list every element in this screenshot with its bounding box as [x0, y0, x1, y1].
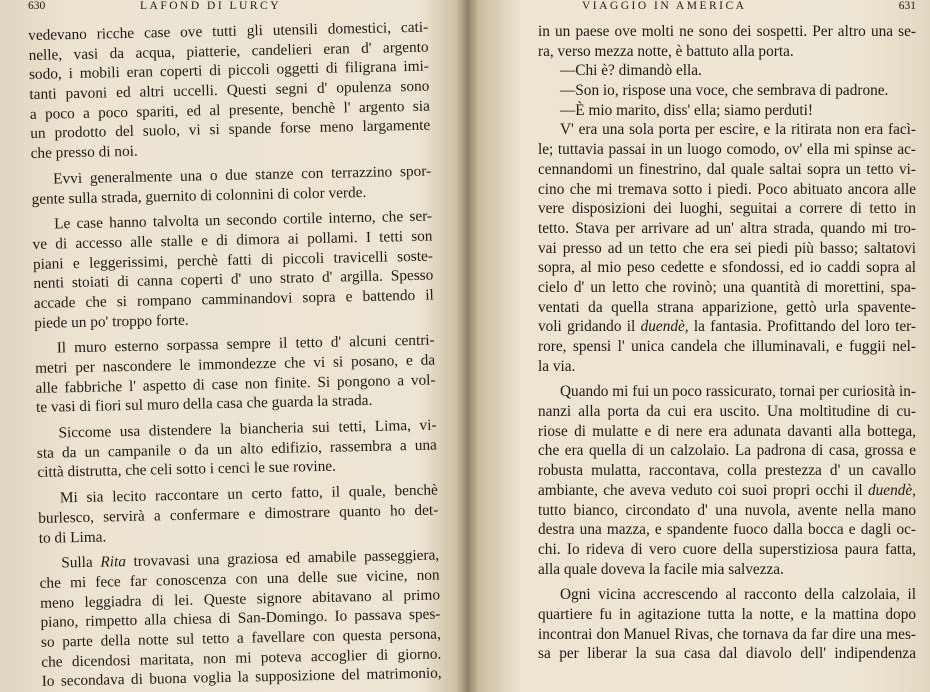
- text-line: cennandomi un finestrino, dal quale saltai sopra un tetto vi-: [538, 160, 916, 178]
- text-line: sa per liberar la sua casa dal diavolo dell' indipendenza: [538, 645, 916, 663]
- text-line: —Chi è? dimandò ella.: [560, 62, 702, 80]
- text-line: so parte della notte sul tetto a favellare con questa persona,: [40, 625, 441, 651]
- text-line: —Son io, rispose una voce, che sembrava di padrone.: [560, 82, 889, 100]
- text-line: voli gridando il duendè, la fantasia. Profittando del loro ter-: [538, 318, 916, 336]
- text-line: Io secondava di buona voglia la supposizione del matrimonio,: [41, 664, 442, 691]
- text-line: destra una mazza, e spandente fuoco dalla bocca e dagli oc-: [538, 521, 916, 539]
- right-running-title: VIAGGIO IN AMERICA: [582, 0, 747, 12]
- text-line: un prodotto del suolo, vi si spande forse meno largamente: [30, 117, 431, 143]
- text-line: te vasi di fiori sul muro della casa che guarda la strada.: [35, 392, 373, 417]
- right-page-number: 631: [898, 0, 916, 12]
- text-line: le; tuttavia passai in un luogo comodo, ov' ella mi spinse ac-: [538, 141, 916, 159]
- text-line: nenti stoiati di canna coperti d' uno strato d' argilla. Spesso: [33, 266, 434, 293]
- text-line: piani e leggerissimi, perchè fatti di piccoli travicelli soste-: [32, 247, 434, 273]
- text-line: Le case hanno talvolta un secondo cortile interno, che ser-: [53, 207, 433, 233]
- text-line: Il muro esterno sorpassa sempre il tetto d' alcuni centri-: [56, 331, 435, 357]
- text-line: to di Lima.: [38, 527, 107, 547]
- text-line: che dicendosi maritata, non mi poteva accoglier di giorno.: [41, 645, 442, 671]
- text-line: incontrai don Manuel Rivas, che tornava da far dire una mes-: [538, 625, 916, 643]
- text-line: Mi sia lecito raccontare un certo fatto, il quale, benchè: [59, 481, 438, 507]
- text-line: Quando mi fui un poco rassicurato, tornai per curiosità in-: [560, 383, 916, 401]
- text-line: alle fabbriche l' aspetto di case non finite. Si pongono a vol-: [35, 371, 436, 397]
- text-line: quartiere fu in agitazione tutta la notte, e la mattina dopo: [538, 605, 916, 623]
- text-line: Evvi generalmente una o due stanze con terrazzino spor-: [53, 162, 432, 188]
- text-line: meno leggiadra di lei. Queste signore abitavano al primo: [39, 586, 441, 612]
- text-line: piede un po' troppo forte.: [34, 311, 189, 332]
- text-line: ve di accesso alle stalle e di dimora ai pollami. I tetti son: [32, 227, 433, 253]
- text-line: metri per nascondere le immondezze che vi si posano, e da: [34, 351, 436, 377]
- text-line: in un paese ove molti ne sono dei sospetti. Per altro una se-: [538, 23, 916, 40]
- text-line: tanti pavoni ed altri uccelli. Questi segni d' opulenza sono: [29, 77, 430, 104]
- text-line: che era quella di un calzolaio. La padrona di casa, grossa e: [538, 442, 916, 460]
- text-line: cino che mi tremava sotto i piedi. Poco abituato ancora alle: [538, 180, 916, 198]
- text-line: alla quale doveva la facile mia salvezza.: [538, 560, 784, 578]
- text-line: robusta mulatta, raccontava, colla prestezza d' un cavallo: [538, 462, 916, 480]
- italic-term: duendè: [867, 481, 913, 499]
- text-line: vere disposizioni dei luoghi, seguitai a correre di tetto in: [538, 200, 916, 218]
- right-page-text: [538, 22, 916, 664]
- text-line: tetto. Stava per arrivare ad un' altra strada, quando mi tro-: [538, 219, 916, 237]
- italic-term: duendè: [640, 318, 685, 336]
- text-line: vai presso ad un tetto che era sei piedi più basso; saltatovi: [538, 239, 916, 257]
- text-line: sta da un campanile o da un alto edifizio, rassembra a una: [36, 436, 438, 462]
- text-line: accade che si rompano camminandovi sopra e battendo il: [33, 286, 434, 312]
- left-page: [0, 0, 462, 692]
- text-line: cielo d' un letto che rovinò; una quantità di morettini, spa-: [538, 278, 916, 296]
- text-line: Sulla Rita trovavasi una graziosa ed amabile passeggiera,: [61, 546, 440, 572]
- text-line: Ogni vicina accrescendo al racconto della calzolaia, il: [560, 586, 916, 604]
- left-page-text: [28, 18, 442, 692]
- text-line: sopra, al mio peso cedette e sfondossi, ed io caddi sopra al: [538, 259, 916, 277]
- text-line: piano, rimpetto alla chiesa di San-Domingo. Io passava spes-: [40, 605, 441, 632]
- text-line: tutto bianco, circondato d' una nuvola, avente nella mano: [538, 501, 916, 519]
- text-line: ambiante, che aveva veduto coi suoi propri occhi il duendè,: [538, 481, 916, 499]
- text-line: burlesco, servirà a confermare e dimostrare quanto ho det-: [38, 501, 439, 527]
- text-line: V' era una sola porta per escire, e la ritirata non era facì-: [560, 121, 916, 139]
- text-line: Siccome usa distendere la biancheria sui tetti, Lima, vi-: [58, 416, 437, 442]
- text-line: a poco a poco spariti, ed al presente, benchè l' argento sia: [29, 97, 430, 123]
- text-line: città distrutta, che celi sotto i cenci le sue rovine.: [37, 458, 337, 482]
- right-page: [468, 0, 930, 692]
- text-line: ra, verso mezza notte, è battuto alla porta.: [538, 42, 794, 60]
- text-line: nelle, vasi da acqua, piatterie, candelieri eran d' argento: [28, 38, 429, 64]
- text-line: —È mio marito, diss' ella; siamo perduti!: [560, 101, 813, 119]
- left-page-number: 630: [28, 0, 46, 12]
- text-line: vedevano ricche case ove tutti gli utensili domestici, cati-: [28, 18, 429, 44]
- text-line: che presso di noi.: [30, 142, 138, 163]
- text-line: che mi fece far conoscenza con una delle sue vicine, non: [39, 566, 440, 592]
- text-line: gente sulla strada, guernito di colonnini di color verde.: [31, 183, 367, 208]
- right-page-header: [468, 0, 930, 22]
- text-line: chi. Io rideva di vero cuore della superstiziosa paura fatta,: [538, 540, 916, 558]
- text-line: sodo, i mobili eran coperti di piccoli oggetti di filigrana imi-: [28, 57, 430, 84]
- left-running-title: LAFOND DI LURCY: [140, 0, 281, 12]
- text-line: nanzi alla porta da cui era uscito. Una moltitudine di cu-: [538, 403, 916, 421]
- text-line: ventati da quella strana apparizione, gettò urla spavente-: [538, 298, 916, 316]
- text-line: riose di mulatte e di nere era adunata davanti alla bottega,: [538, 422, 916, 440]
- italic-term: Rita: [100, 553, 127, 571]
- text-line: la via.: [538, 357, 576, 375]
- text-line: rore, spensi l' unica candela che illuminavali, e fuggii nel-: [538, 338, 916, 355]
